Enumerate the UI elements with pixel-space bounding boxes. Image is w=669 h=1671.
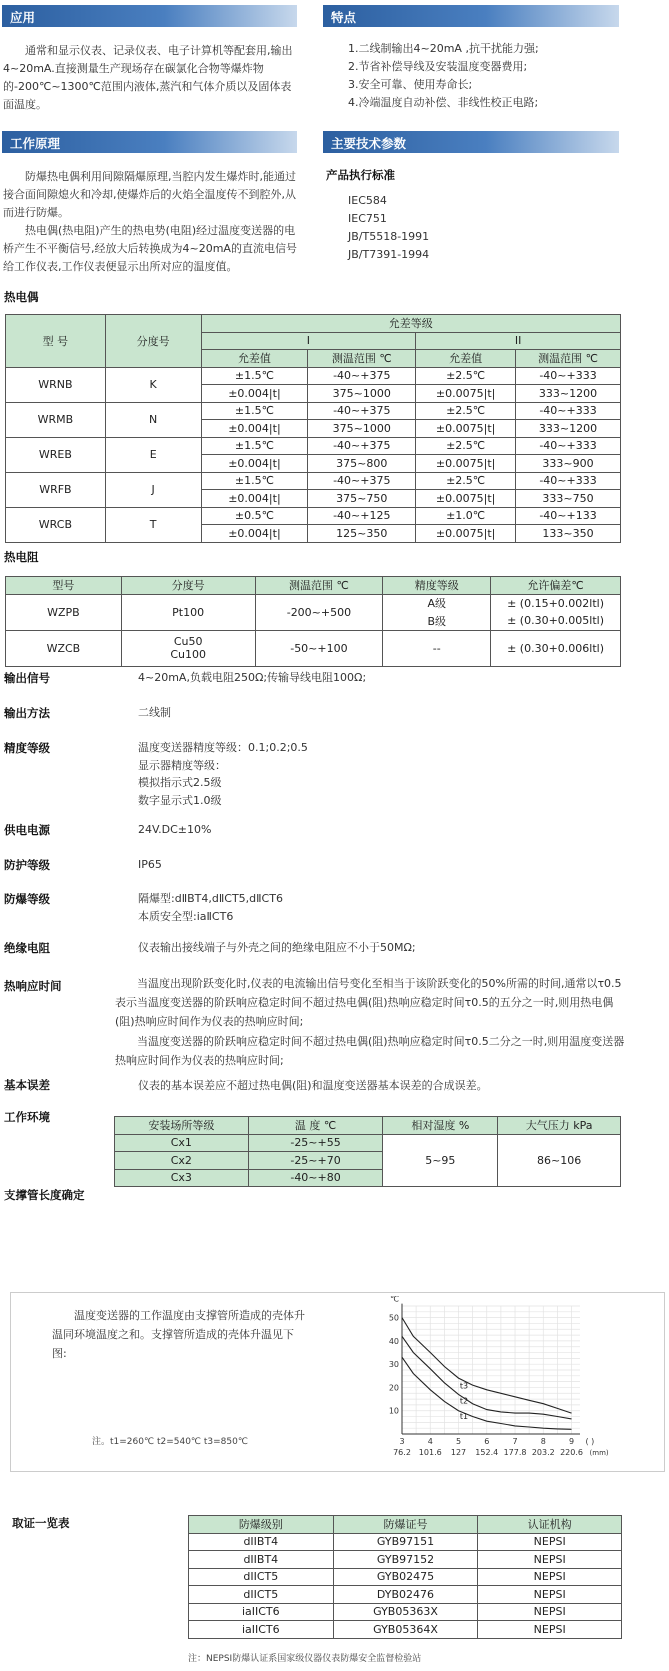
thermocouple-table — [5, 314, 621, 543]
environment-table — [114, 1116, 621, 1187]
tc-cell: ±0.5℃ — [201, 507, 308, 525]
spec-line: 数字显示式1.0级 — [138, 793, 222, 807]
tc-cell: -40~+125 — [308, 507, 416, 525]
y-axis-unit: ℃ — [390, 1296, 399, 1304]
spec-label: 输出方法 — [4, 706, 50, 720]
tc-cell: ±2.5℃ — [416, 367, 516, 385]
tc-cell: 375~800 — [308, 455, 416, 473]
standard-item: IEC584 — [348, 194, 387, 207]
response-label: 热响应时间 — [4, 979, 62, 993]
rtd-header: 型号 — [6, 577, 122, 595]
tc-cell: -40~+375 — [308, 402, 416, 420]
tc-graduation: E — [105, 437, 201, 472]
header-model: 型 号 — [6, 315, 106, 368]
spec-line: 模拟指示式2.5级 — [138, 776, 222, 789]
cert-cell: GYB05364X — [333, 1621, 478, 1639]
cert-cell: iaIICT6 — [189, 1621, 334, 1639]
standards-label: 产品执行标准 — [326, 168, 395, 182]
tc-model: WREB — [6, 437, 106, 472]
tc-model: WRNB — [6, 367, 106, 402]
tc-cell: 333~750 — [516, 490, 621, 508]
env-header: 温 度 ℃ — [248, 1117, 383, 1135]
rtd-graduation-line: Cu100 — [170, 648, 206, 661]
cert-cell: dIICT5 — [189, 1586, 334, 1604]
header-tol-value: 允差值 — [416, 350, 516, 368]
tc-cell: 125~350 — [308, 525, 416, 543]
rtd-accuracy: B级 — [383, 612, 491, 630]
table-row — [6, 472, 621, 490]
cert-cell: NEPSI — [478, 1568, 622, 1586]
header-graduation: 分度号 — [105, 315, 201, 368]
feature-item: 1.二线制输出4~20mA ,抗干扰能力强; — [348, 42, 539, 55]
x-tick-label: 3 — [399, 1437, 405, 1446]
tc-cell: -40~+333 — [516, 367, 621, 385]
tc-cell: ±1.5℃ — [201, 437, 308, 455]
x-tick-mm-label: 203.2 — [531, 1448, 555, 1457]
table-row — [189, 1551, 622, 1569]
env-temp: -40~+80 — [248, 1169, 383, 1187]
spec-label: 精度等级 — [4, 741, 50, 755]
rtd-graduation — [121, 630, 255, 666]
basic-error-text: 仪表的基本误差应不超过热电偶(阻)和温度变送器基本误差的合成误差。 — [138, 1079, 488, 1092]
rtd-model: WZCB — [6, 630, 122, 666]
section-header-features: 特点 — [323, 5, 619, 27]
tc-cell: ±1.5℃ — [201, 472, 308, 490]
tc-cell: 375~750 — [308, 490, 416, 508]
x-tick-label: 8 — [540, 1437, 546, 1446]
env-header: 安装场所等级 — [115, 1117, 249, 1135]
tc-cell: ±1.5℃ — [201, 402, 308, 420]
table-row — [6, 402, 621, 420]
rtd-graduation: Pt100 — [121, 594, 255, 630]
table-row — [189, 1568, 622, 1586]
cert-cell: iaIICT6 — [189, 1603, 334, 1621]
cert-cell: NEPSI — [478, 1603, 622, 1621]
spec-label: 输出信号 — [4, 671, 50, 685]
tc-cell: -40~+375 — [308, 367, 416, 385]
spec-value — [138, 739, 308, 809]
tc-cell: -40~+375 — [308, 437, 416, 455]
x-tick-mm-label: 76.2 — [393, 1448, 411, 1457]
tc-cell: ±2.5℃ — [416, 437, 516, 455]
tc-graduation: J — [105, 472, 201, 507]
spec-label: 绝缘电阻 — [4, 941, 50, 955]
tc-cell: ±0.004|t| — [201, 525, 308, 543]
response-paragraph-2: 当温度变送器的阶跃响应稳定时间不超过热电偶(阻)热响应稳定时间τ0.5二分之一时,则用温度变送器热响应时间作为仪表的热响应时间; — [115, 1035, 625, 1067]
env-class: Cx2 — [115, 1152, 249, 1170]
cert-cell: DYB02476 — [333, 1586, 478, 1604]
rtd-table — [5, 576, 621, 667]
rtd-accuracy: -- — [383, 630, 491, 666]
thermocouple-label: 热电偶 — [4, 290, 39, 304]
rtd-label: 热电阻 — [4, 550, 39, 564]
tc-cell: ±0.0075|t| — [416, 490, 516, 508]
tc-cell: ±1.5℃ — [201, 367, 308, 385]
tc-cell: ±0.004|t| — [201, 385, 308, 403]
cert-cell: NEPSI — [478, 1586, 622, 1604]
tc-cell: ±1.0℃ — [416, 507, 516, 525]
cert-cell: GYB97152 — [333, 1551, 478, 1569]
x-tick-label: 4 — [427, 1437, 433, 1446]
tc-cell: -40~+133 — [516, 507, 621, 525]
x-tick-label: 5 — [455, 1437, 462, 1446]
cert-header: 认证机构 — [478, 1516, 622, 1534]
header-tol-value: 允差值 — [201, 350, 308, 368]
shell-temperature-chart — [380, 1296, 630, 1466]
spec-line: 二线制 — [138, 706, 171, 719]
y-tick-label: 50 — [388, 1313, 399, 1323]
cert-cell: dIICT5 — [189, 1568, 334, 1586]
standard-item: IEC751 — [348, 212, 387, 225]
certs-label: 取证一览表 — [12, 1516, 70, 1530]
tc-cell: -40~+375 — [308, 472, 416, 490]
rtd-header: 精度等级 — [383, 577, 491, 595]
application-paragraph: 通常和显示仪表、记录仪表、电子计算机等配套用,输出4~20mA.直接测量生产现场存在碳氯化合物等爆炸物的-200℃~1300℃范围内液体,蒸汽和气体介质以及固体表面温度。 — [3, 44, 293, 111]
series-label: t2 — [459, 1396, 469, 1406]
tc-cell: ±0.0075|t| — [416, 385, 516, 403]
rtd-range: -50~+100 — [255, 630, 383, 666]
feature-item: 4.冷端温度自动补偿、非线性校正电路; — [348, 96, 539, 109]
spec-line: 本质安全型:iaⅡCT6 — [138, 909, 234, 923]
tc-cell: ±0.004|t| — [201, 455, 308, 473]
features-list — [348, 40, 618, 112]
standard-item: JB/T5518-1991 — [348, 230, 430, 243]
spec-value — [138, 856, 162, 874]
cert-cell: dIIBT4 — [189, 1551, 334, 1569]
rtd-accuracy: A级 — [383, 594, 491, 612]
tc-cell: ±0.0075|t| — [416, 420, 516, 438]
tc-cell: ±2.5℃ — [416, 402, 516, 420]
cert-header: 防爆级别 — [189, 1516, 334, 1534]
support-text: 温度变送器的工作温度由支撑管所造成的壳体升温同环境温度之和。支撑管所造成的壳体升温见下图: — [52, 1309, 305, 1360]
rtd-deviation: ± (0.15+0.002ltl) — [491, 594, 621, 612]
tc-cell: 333~1200 — [516, 385, 621, 403]
spec-label: 防爆等级 — [4, 892, 50, 906]
x-tick-mm-label: 220.6 — [560, 1448, 583, 1457]
x-unit-mm: (mm) — [589, 1449, 609, 1457]
tc-cell: -40~+333 — [516, 402, 621, 420]
tc-cell: 333~900 — [516, 455, 621, 473]
support-label: 支撑管长度确定 — [4, 1188, 85, 1202]
table-row — [189, 1621, 622, 1639]
tc-graduation: N — [105, 402, 201, 437]
spec-line: 显示器精度等级： — [138, 758, 226, 772]
x-tick-label: 9 — [568, 1437, 575, 1446]
tc-model: WRMB — [6, 402, 106, 437]
spec-line: 24V.DC±10% — [138, 823, 212, 836]
certs-note: 注：NEPSI防爆认证系国家级仪器仪表防爆安全监督检验站 — [188, 1654, 422, 1664]
rtd-header: 测温范围 ℃ — [255, 577, 383, 595]
header-tolerance-class: 允差等级 — [201, 315, 620, 333]
series-label: t1 — [459, 1411, 469, 1421]
rtd-header: 允许偏差℃ — [491, 577, 621, 595]
env-humidity: 5~95 — [383, 1134, 498, 1187]
table-row — [6, 437, 621, 455]
tc-cell: 133~350 — [516, 525, 621, 543]
tc-model: WRCB — [6, 507, 106, 542]
env-class: Cx1 — [115, 1134, 249, 1152]
table-row — [6, 507, 621, 525]
spec-line: 温度变送器精度等级：0.1;0.2;0.5 — [138, 741, 308, 754]
table-row — [189, 1586, 622, 1604]
tc-graduation: K — [105, 367, 201, 402]
tc-cell: 375~1000 — [308, 385, 416, 403]
x-tick-mm-label: 177.8 — [503, 1448, 527, 1457]
spec-value — [138, 669, 366, 687]
env-class: Cx3 — [115, 1169, 249, 1187]
env-temp: -25~+70 — [248, 1152, 383, 1170]
standard-item: JB/T7391-1994 — [348, 248, 430, 261]
tc-graduation: T — [105, 507, 201, 542]
principle-paragraph-2: 热电偶(热电阻)产生的热电势(电阻)经过温度变送器的电桥产生不平衡信号,经放大后转换成为4~20mA的直流电信号给工作仪表,工作仪表便显示出所对应的温度值。 — [3, 224, 297, 273]
tc-cell: ±0.004|t| — [201, 420, 308, 438]
spec-value — [138, 939, 416, 957]
y-tick-label: 10 — [388, 1406, 399, 1416]
tc-cell: 333~1200 — [516, 420, 621, 438]
x-tick-mm-label: 152.4 — [475, 1448, 499, 1457]
cert-cell: GYB97151 — [333, 1533, 478, 1551]
x-tick-label: 7 — [512, 1437, 518, 1446]
response-paragraph-1: 当温度出现阶跃变化时,仪表的电流输出信号变化至相当于该阶跃变化的50%所需的时间,通常以τ0.5表示当温度变送器的阶跃响应稳定时间不超过热电偶(阻)热响应稳定时间τ0.5的五分之一时,则用热电偶(阻)热响应时间作为仪表的热响应时间; — [115, 977, 622, 1028]
rtd-range: -200~+500 — [255, 594, 383, 630]
spec-value — [138, 704, 171, 722]
spec-line: IP65 — [138, 858, 162, 871]
x-unit-paren: ( ) — [585, 1437, 595, 1446]
env-temp: -25~+55 — [248, 1134, 383, 1152]
rtd-header: 分度号 — [121, 577, 255, 595]
rtd-deviation: ± (0.30+0.005ltl) — [491, 612, 621, 630]
table-row — [6, 367, 621, 385]
rtd-graduation-line: Cu50 — [173, 635, 203, 648]
table-row — [189, 1533, 622, 1551]
section-header-application: 应用 — [2, 5, 297, 27]
y-tick-label: 40 — [388, 1336, 399, 1346]
certs-table — [188, 1515, 622, 1639]
series-label: t3 — [459, 1381, 469, 1391]
cert-cell: NEPSI — [478, 1533, 622, 1551]
spec-line: 仪表输出接线端子与外壳之间的绝缘电阻应不小于50MΩ; — [138, 941, 416, 954]
spec-value — [138, 890, 283, 925]
cert-cell: NEPSI — [478, 1551, 622, 1569]
support-note: 注。t1=260℃ t2=540℃ t3=850℃ — [92, 1437, 248, 1447]
section-header-params: 主要技术参数 — [323, 131, 619, 153]
x-tick-mm-label: 101.6 — [418, 1448, 442, 1457]
feature-item: 2.节省补偿导线及安装温度变器费用; — [348, 60, 528, 73]
spec-line: 隔爆型:dⅡBT4,dⅡCT5,dⅡCT6 — [138, 892, 283, 905]
tc-cell: 375~1000 — [308, 420, 416, 438]
env-header: 大气压力 kPa — [498, 1117, 621, 1135]
feature-item: 3.安全可靠、使用寿命长; — [348, 78, 473, 91]
basic-error-label: 基本误差 — [4, 1078, 50, 1092]
env-pressure: 86~106 — [498, 1134, 621, 1187]
tc-cell: ±0.0075|t| — [416, 525, 516, 543]
table-row — [189, 1603, 622, 1621]
rtd-deviation: ± (0.30+0.006ltl) — [491, 630, 621, 666]
env-header: 相对湿度 % — [383, 1117, 498, 1135]
y-tick-label: 30 — [388, 1360, 399, 1370]
standards-list — [348, 192, 429, 264]
environment-label: 工作环境 — [4, 1110, 50, 1124]
spec-value — [138, 821, 211, 839]
tc-cell: ±2.5℃ — [416, 472, 516, 490]
cert-cell: dIIBT4 — [189, 1533, 334, 1551]
spec-line: 4~20mA,负载电阻250Ω;传输导线电阻100Ω; — [138, 671, 367, 684]
rtd-model: WZPB — [6, 594, 122, 630]
cert-cell: GYB02475 — [333, 1568, 478, 1586]
tc-cell: ±0.004|t| — [201, 490, 308, 508]
header-class-i: I — [201, 332, 416, 350]
header-range: 测温范围 ℃ — [308, 350, 416, 368]
spec-label: 防护等级 — [4, 858, 50, 872]
tc-cell: ±0.0075|t| — [416, 455, 516, 473]
x-tick-mm-label: 127 — [450, 1448, 467, 1457]
cert-cell: GYB05363X — [333, 1603, 478, 1621]
principle-paragraph-1: 防爆热电偶利用间隙隔爆原理,当腔内发生爆炸时,能通过接合面间隙熄火和冷却,使爆炸后的火焰全温度传不到腔外,从而进行防爆。 — [3, 170, 296, 219]
cert-header: 防爆证号 — [333, 1516, 478, 1534]
cert-cell: NEPSI — [478, 1621, 622, 1639]
y-tick-label: 20 — [388, 1383, 399, 1393]
tc-model: WRFB — [6, 472, 106, 507]
section-header-principle: 工作原理 — [2, 131, 297, 153]
tc-cell: -40~+333 — [516, 472, 621, 490]
tc-cell: -40~+333 — [516, 437, 621, 455]
header-class-ii: II — [416, 332, 621, 350]
x-tick-label: 6 — [484, 1437, 490, 1446]
header-range: 测温范围 ℃ — [516, 350, 621, 368]
spec-label: 供电电源 — [4, 823, 50, 837]
